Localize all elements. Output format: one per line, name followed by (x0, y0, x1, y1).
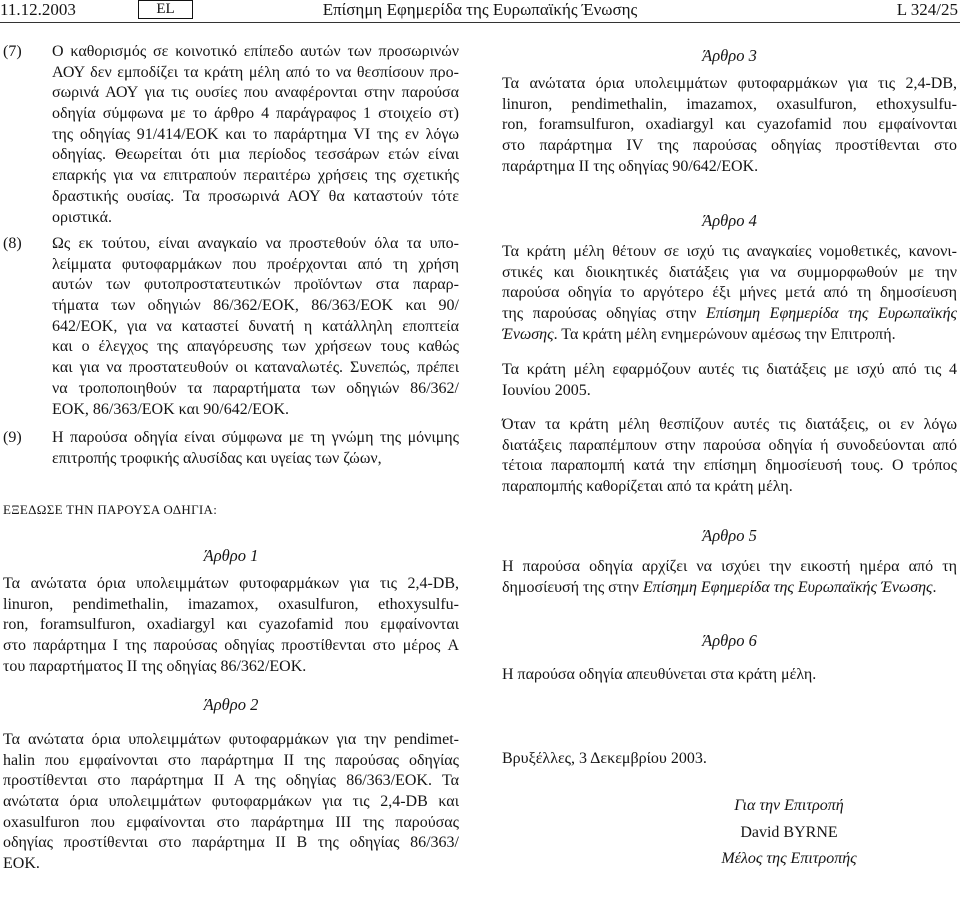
text-line (502, 304, 957, 325)
recital-text (52, 42, 459, 228)
header-rule (0, 22, 960, 23)
text-line: δραστικής ουσίας. Τα προσωρινά ΑΟΥ θα καταστούν τότε (52, 187, 459, 205)
recital-text (52, 428, 459, 469)
signatory-name: David BYRNE (740, 824, 838, 841)
signatory-for: Για την Επιτροπή (734, 797, 844, 814)
article-4-paragraph-2 (502, 360, 957, 401)
text-segment: της παρούσας οδηγίας στην (502, 305, 707, 323)
italic-text: Ένωσης (502, 325, 554, 343)
article-3-paragraph (502, 74, 957, 177)
text-line: προστίθενται στο παράρτημα II A της οδηγίας 86/363/ΕΟΚ. Τα (3, 772, 459, 790)
text-line: επαρκής για να επιτραπούν περαιτέρω χρήσεις της σχετικής (52, 167, 459, 185)
article-4-heading: Άρθρο 4 (702, 211, 757, 230)
recital-7 (3, 42, 459, 226)
publication-date: 11.12.2003 (0, 0, 76, 19)
text-line: διατάξεις παραπέμπουν στην παρούσα οδηγία ή συνοδεύονται από (502, 436, 957, 454)
text-segment: . (932, 578, 937, 596)
journal-title: Επίσημη Εφημερίδα της Ευρωπαϊκής Ένωσης (322, 0, 638, 19)
text-line: στο παράρτημα I της παρούσας οδηγίας προστίθενται στο μέρος A (3, 637, 459, 655)
text-line: ron, foramsulfuron, oxadiargyl και cyazofamid που εμφαίνονται (3, 616, 459, 634)
recital-9 (3, 428, 459, 467)
text-line: Τα ανώτατα όρια υπολειμμάτων φυτοφαρμάκων για την pendimet- (3, 731, 459, 748)
text-line: Τα ανώτατα όρια υπολειμμάτων φυτοφαρμάκων για τις 2,4-DB, (502, 75, 957, 92)
article-1-paragraph (3, 574, 459, 677)
article-2-heading: Άρθρο 2 (203, 695, 259, 714)
article-5-paragraph (502, 557, 957, 598)
article-6-paragraph (502, 665, 957, 686)
recital-number: (9) (3, 429, 22, 446)
text-line: παραπομπής καθορίζεται από τα κράτη μέλη. (502, 478, 793, 496)
text-line (502, 325, 957, 346)
text-line: halin που εμφαίνονται στο παράρτημα II της παρούσας οδηγίας (3, 751, 459, 769)
recital-number: (7) (3, 43, 22, 60)
article-6-heading: Άρθρο 6 (702, 631, 757, 650)
article-3-heading: Άρθρο 3 (702, 46, 757, 65)
enacting-formula: ΕΞΕΔΩΣΕ ΤΗΝ ΠΑΡΟΥΣΑ ΟΔΗΓΙΑ: (3, 502, 218, 517)
text-line: Τα κράτη μέλη θέτουν σε ισχύ τις αναγκαίες νομοθετικές, κανονι- (502, 243, 957, 260)
text-line: του παραρτήματος II της οδηγίας 86/362/ΕΟΚ. (3, 657, 307, 675)
text-line: οδηγίας. Θεωρείται ότι μια περίοδος τεσσάρων ετών είναι (52, 146, 459, 164)
text-line: ανώτατα όρια υπολειμμάτων φυτοφαρμάκων για τις 2,4-DB και (3, 793, 459, 811)
article-4-paragraph-1 (502, 242, 957, 345)
article-1-heading: Άρθρο 1 (203, 546, 259, 565)
signatory-position: Μέλος της Επιτροπής (721, 850, 857, 867)
text-line: στο παράρτημα IV της παρούσας οδηγίας προστίθενται στο (502, 137, 957, 155)
text-line: Όταν τα κράτη μέλη θεσπίζουν αυτές τις διατάξεις, οι εν λόγω (502, 416, 957, 433)
recital-number: (8) (3, 235, 22, 252)
text-line: ΕΟΚ, 86/363/ΕΟΚ και 90/642/ΕΟΚ. (52, 400, 290, 418)
text-line: αυτών των φυτοπροστατευτικών προϊόντων στα παραρ- (52, 276, 459, 294)
text-line: Η παρούσα οδηγία απευθύνεται στα κράτη μέλη. (502, 666, 817, 683)
text-line: οδηγίας προστίθενται στο παράρτημα II B της οδηγίας 86/363/ (3, 834, 459, 852)
place-and-date: Βρυξέλλες, 3 Δεκεμβρίου 2003. (502, 750, 707, 767)
recital-8 (3, 234, 459, 418)
text-segment: . Τα κράτη μέλη ενημερώνουν αμέσως την Επιτροπή. (553, 325, 896, 343)
text-line: και για να προστατευθούν οι καταναλωτές. Συνεπώς, πρέπει (52, 359, 459, 377)
text-line: Η παρούσα οδηγία αρχίζει να ισχύει την εικοστή ημέρα από τη (502, 558, 957, 575)
text-line: ΕΟΚ. (3, 855, 40, 873)
italic-text: Επίσημη Εφημερίδα της Ευρωπαϊκής (706, 305, 958, 323)
text-line: οδηγία σύμφωνα με το άρθρο 4 παράγραφος 1 στοιχείο στ) (52, 105, 459, 123)
text-line: σωρινά ΑΟΥ για τις ουσίες που αναφέρονται στην παρούσα (52, 84, 459, 102)
text-segment: δημοσίευσή της στην (502, 578, 643, 596)
text-line: Τα ανώτατα όρια υπολειμμάτων φυτοφαρμάκων για τις 2,4-DB, (3, 575, 459, 592)
text-line: ΑΟΥ δεν εμποδίζει τα κράτη μέλη από το να θεσπίσουν προ- (52, 63, 459, 81)
text-line: της οδηγίας 91/414/ΕΟΚ και το παράρτημα VI της εν λόγω (52, 125, 459, 143)
language-badge: EL (138, 0, 193, 19)
text-line: Ως εκ τούτου, είναι αναγκαίο να προστεθούν όλα τα υπο- (52, 235, 459, 252)
text-line: τέτοια παραπομπή κατά την επίσημη δημοσίευσή τους. Ο τρόπος (502, 457, 957, 475)
text-line: παρούσα οδηγία το αργότερο έξι μήνες μετά από τη δημοσίευση (502, 284, 957, 302)
italic-text: Επίσημη Εφημερίδα της Ευρωπαϊκής Ένωσης (642, 578, 933, 596)
text-line: λείμματα φυτοφαρμάκων που προέρχονται από τη χρήση (52, 255, 459, 273)
text-line: Η παρούσα οδηγία είναι σύμφωνα με τη γνώμη της μόνιμης (52, 429, 459, 446)
article-2-paragraph (3, 730, 459, 875)
text-line: ron, foramsulfuron, oxadiargyl και cyazofamid που εμφαίνονται (502, 116, 957, 134)
text-line: τήματα των οδηγιών 86/362/ΕΟΚ, 86/363/ΕΟΚ και 90/ (52, 297, 459, 315)
text-line: Ιουνίου 2005. (502, 381, 591, 399)
article-4-paragraph-3 (502, 415, 957, 498)
text-line: επιτροπής τροφικής αλυσίδας και υγείας των ζώων, (52, 449, 382, 467)
text-line: Ο καθορισμός σε κοινοτικό επίπεδο αυτών των προσωρινών (52, 43, 459, 60)
page-reference: L 324/25 (896, 0, 958, 19)
text-line: στικές και διοικητικές διατάξεις για να συμμορφωθούν με την (502, 263, 957, 281)
article-5-heading: Άρθρο 5 (702, 526, 757, 545)
text-line: linuron, pendimethalin, imazamox, oxasulfuron, ethoxysulfu- (3, 595, 459, 613)
text-line: παράρτημα II της οδηγίας 90/642/ΕΟΚ. (502, 157, 759, 175)
text-line: Τα κράτη μέλη εφαρμόζουν αυτές τις διατάξεις με ισχύ από τις 4 (502, 361, 957, 378)
text-line: και ο έλεγχος της απαγόρευσης των χρήσεων τους καθώς (52, 338, 459, 356)
text-line: oxasulfuron που εμφαίνονται στο παράρτημα III της παρούσας (3, 813, 459, 831)
text-line (502, 578, 957, 599)
text-line: οριστικά. (52, 208, 112, 226)
text-line: linuron, pendimethalin, imazamox, oxasulfuron, ethoxysulfu- (502, 95, 957, 113)
recital-text (52, 234, 459, 420)
text-line: 642/ΕΟΚ, για να καταστεί δυνατή η κατάλληλη εποπτεία (52, 317, 459, 335)
running-header (0, 0, 960, 21)
text-line: να τροποποιηθούν τα παραρτήματα των οδηγιών 86/362/ (52, 379, 459, 397)
